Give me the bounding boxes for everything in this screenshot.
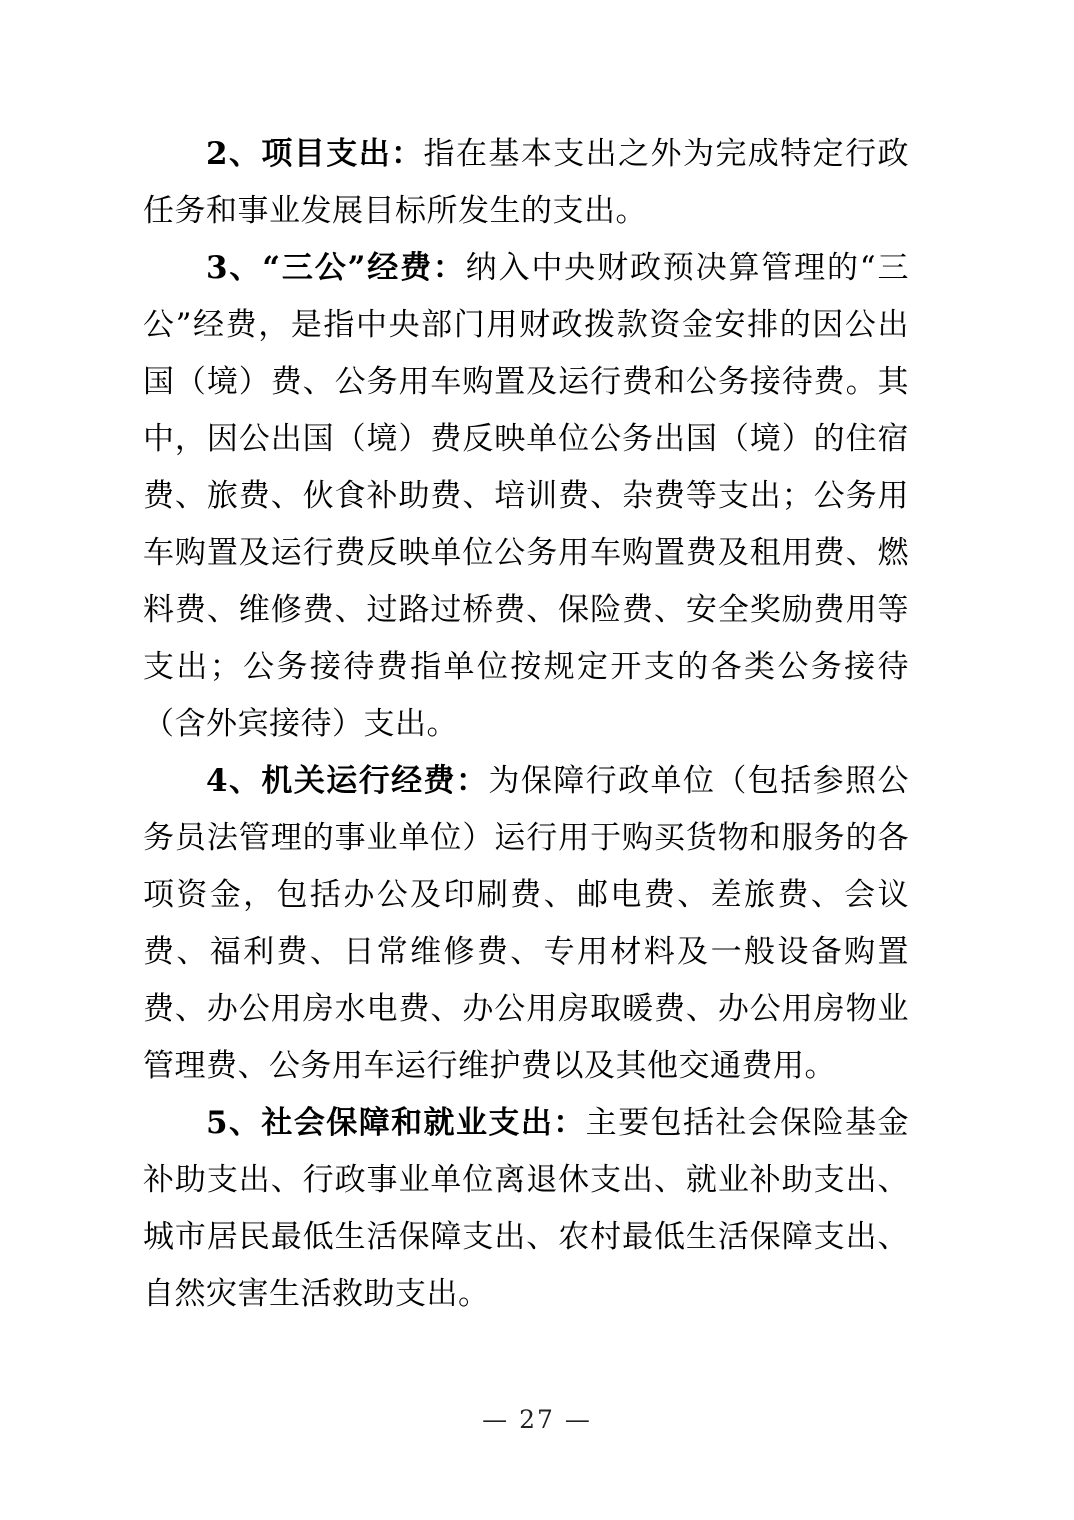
page-number: — 27 —: [482, 1405, 592, 1434]
paragraph-text: 为保障行政单位（包括参照公务员法管理的事业单位）运行用于购买货物和服务的各项资金，包括办公及印刷费、邮电费、差旅费、会议费、福利费、日常维修费、专用材料及一般设备购置费、办公用房水电费、办公用房取暖费、办公用房物业管理费、公务用车运行维护费以及其他交通费用。: [143, 763, 910, 1084]
paragraph-project-expenditure: [143, 126, 909, 240]
paragraph-text: 指在基本支出之外为完成特定行政任务和事业发展目标所发生的支出。: [143, 136, 909, 229]
paragraph-social-security-expenditure: [143, 1095, 909, 1323]
paragraph-label: 5、社会保障和就业支出：: [206, 1105, 586, 1141]
paragraph-label: 3、“三公”经费：: [206, 250, 466, 286]
document-body: [143, 126, 909, 1323]
paragraph-three-public-funds: [143, 240, 909, 753]
paragraph-text: 纳入中央财政预决算管理的“三公”经费，是指中央部门用财政拨款资金安排的因公出国（境）费、公务用车购置及运行费和公务接待费。其中，因公出国（境）费反映单位公务出国（境）的住宿费、旅费、伙食补助费、培训费、杂费等支出；公务用车购置及运行费反映单位公务用车购置费及租用费、燃料费、维修费、过路过桥费、保险费、安全奖励费用等支出；公务接待费指单位按规定开支的各类公务接待（含外宾接待）支出。: [143, 250, 909, 742]
paragraph-agency-operating-funds: [143, 753, 909, 1095]
paragraph-label: 4、机关运行经费：: [206, 763, 489, 799]
paragraph-label: 2、项目支出：: [206, 136, 424, 172]
paragraph-text: 主要包括社会保险基金补助支出、行政事业单位离退休支出、就业补助支出、城市居民最低生活保障支出、农村最低生活保障支出、自然灾害生活救助支出。: [143, 1105, 909, 1312]
